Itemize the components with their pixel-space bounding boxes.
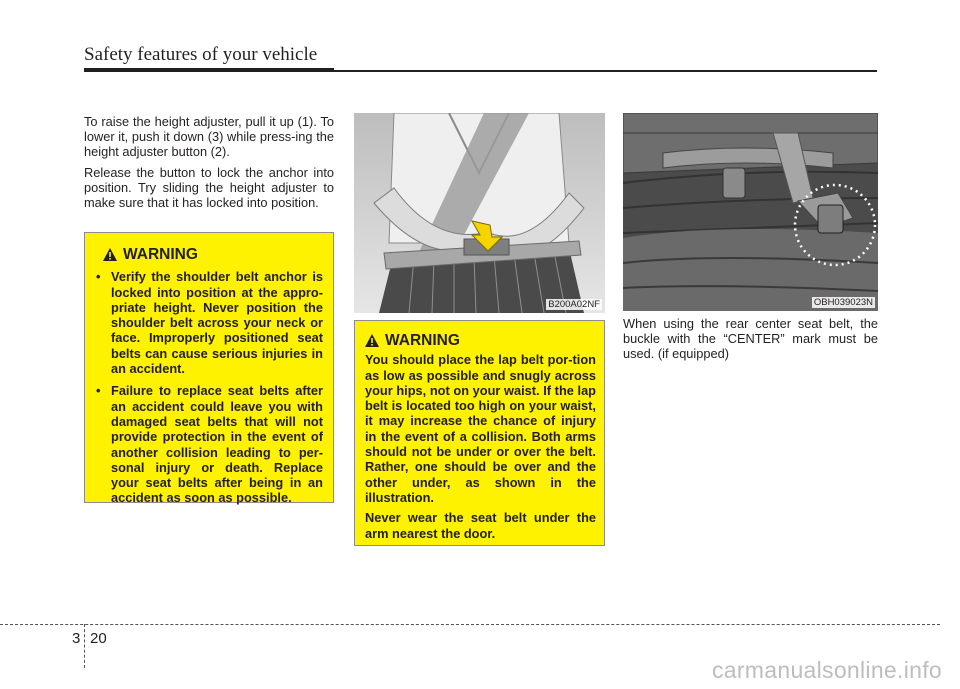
warning-heading xyxy=(103,247,323,262)
instruction-paragraph-1: To raise the height adjuster, pull it up (1). To lower it, push it down (3) while press-ing the height adjuster button (2). xyxy=(84,114,334,159)
warning-triangle-icon xyxy=(365,334,379,347)
header-rule-thin xyxy=(334,70,877,72)
page-header-title: Safety features of your vehicle xyxy=(84,44,318,65)
section-number: 3 xyxy=(72,630,81,647)
warning-box-2 xyxy=(354,320,605,546)
rear-center-buckle-illustration xyxy=(623,113,878,311)
warning-item: • Failure to replace seat belts after an accident could leave you with damaged seat belts that will not provide protection in the event of another collision leading to per-sonal injury or death. Replace your seat belts after being in an accident as soon as possible. xyxy=(96,383,323,506)
left-column xyxy=(84,114,334,216)
warning-list xyxy=(94,269,323,505)
right-column xyxy=(623,316,878,367)
warning-paragraph-2: Never wear the seat belt under the arm nearest the door. xyxy=(365,510,596,541)
page-number: 20 xyxy=(90,630,107,647)
warning-box-1 xyxy=(84,232,334,506)
warning-triangle-icon xyxy=(103,248,117,261)
instruction-paragraph-2: Release the button to lock the anchor into position. Try sliding the height adjuster to make sure that it has locked into position. xyxy=(84,165,334,210)
watermark-text: carmanualsonline.info xyxy=(711,657,942,683)
warning-title: WARNING xyxy=(123,246,198,263)
footer-divider xyxy=(84,624,85,668)
image-code-label: B200A02NF xyxy=(548,299,600,310)
center-belt-paragraph: When using the rear center seat belt, the buckle with the “CENTER” mark must be used. (if equipped) xyxy=(623,316,878,361)
footer-rule xyxy=(0,624,940,625)
lap-belt-illustration xyxy=(354,113,605,313)
warning-title: WARNING xyxy=(385,332,460,349)
image-code-label: OBH039023N xyxy=(813,297,873,308)
warning-paragraph-1: You should place the lap belt por-tion as low as possible and snugly across your hips, not on your waist. If the lap belt is located too high on your waist, it may increase the chance of injury in the event of a collision. Both arms should not be under or over the belt. Rather, one should be over and the other under, as shown in the illustration. xyxy=(365,352,596,505)
seatbelt-wearing-illustration xyxy=(354,113,605,313)
warning-heading xyxy=(365,333,596,348)
warning-item-text: Failure to replace seat belts after an accident could leave you with damaged seat belts that will not provide protection in the event of another collision leading to per-sonal injury or death. Replace your seat belts after being in an accident as soon as possible. xyxy=(111,383,323,506)
warning-item: • Verify the shoulder belt anchor is locked into position at the appro-priate height. Never position the shoulder belt across your neck or face. Improperly positioned seat belts can cause serious injuries in an accident. xyxy=(96,269,323,377)
rear-seat-buckle-photo xyxy=(623,113,878,311)
header-rule xyxy=(84,68,334,72)
warning-item-text: Verify the shoulder belt anchor is locked into position at the appro-priate height. Never position the shoulder belt across your neck or face. Improperly positioned seat belts can cause serious injuries in an accident. xyxy=(111,269,323,377)
